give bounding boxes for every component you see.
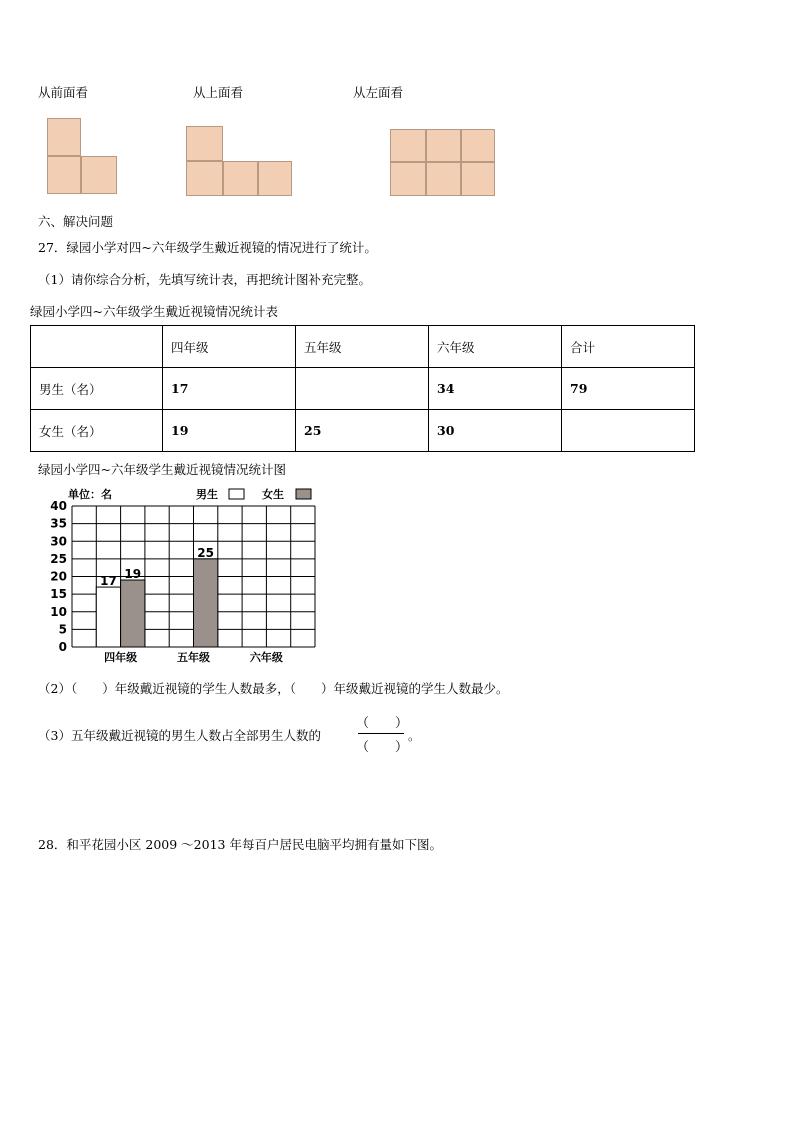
y-tick-label: 25 — [50, 551, 67, 566]
section-heading: 六、解决问题 — [38, 214, 114, 229]
question-27-part3: （3）五年级戴近视镜的男生人数占全部男生人数的 — [38, 728, 321, 743]
fraction-bar — [358, 733, 404, 734]
boys-bar — [96, 587, 120, 647]
bar-chart — [30, 484, 330, 666]
legend-girls-swatch — [296, 489, 311, 499]
fraction-numerator: （ ） — [356, 716, 409, 731]
table-cell: 34 — [429, 368, 562, 410]
girls-bar — [121, 580, 145, 647]
table-header-cell — [31, 326, 163, 368]
table-header-row — [31, 326, 695, 368]
statistics-table — [30, 325, 695, 452]
unit-label: 单位：名 — [68, 488, 112, 501]
table-cell: 19 — [163, 410, 296, 452]
y-tick-label: 15 — [50, 587, 67, 602]
question-28-text: 28．和平花园小区 2009 ～2013 年每百户居民电脑平均拥有量如下图。 — [38, 837, 442, 852]
table-cell-blank[interactable] — [562, 410, 695, 452]
front-view-label: 从前面看 — [38, 85, 89, 100]
y-tick-label: 0 — [58, 640, 67, 654]
table-row — [31, 368, 695, 410]
table-header-cell: 合计 — [562, 326, 695, 368]
part3-end-mark: 。 — [408, 728, 421, 743]
table-header-cell: 四年级 — [163, 326, 296, 368]
question-27-part1: （1）请你综合分析，先填写统计表，再把统计图补充完整。 — [38, 272, 371, 287]
table-row — [31, 410, 695, 452]
y-tick-label: 20 — [50, 569, 67, 584]
data-label: 17 — [100, 574, 117, 589]
data-label: 19 — [124, 567, 142, 582]
table-header-cell: 六年级 — [429, 326, 562, 368]
x-category-label: 五年级 — [177, 651, 210, 664]
fraction-denominator: （ ） — [356, 740, 409, 755]
chart-title: 绿园小学四~六年级学生戴近视镜情况统计图 — [38, 462, 286, 477]
girls-bar — [194, 559, 218, 647]
legend-girls-label: 女生 — [262, 488, 284, 501]
fraction-blank[interactable] — [356, 712, 409, 755]
table-cell: 79 — [562, 368, 695, 410]
left-view-label: 从左面看 — [353, 85, 404, 100]
top-view-label: 从上面看 — [193, 85, 244, 100]
table-cell: 男生（名） — [31, 368, 163, 410]
y-tick-label: 10 — [50, 604, 67, 619]
top-view-figure — [186, 126, 292, 196]
y-tick-label: 30 — [50, 534, 67, 549]
table-header-cell: 五年级 — [296, 326, 429, 368]
y-tick-label: 5 — [58, 622, 67, 637]
x-category-label: 四年级 — [104, 651, 138, 664]
table-cell: 女生（名） — [31, 410, 163, 452]
y-tick-label: 40 — [50, 499, 67, 513]
front-view-figure — [47, 118, 117, 194]
table-cell-blank[interactable] — [296, 368, 429, 410]
table-title: 绿园小学四~六年级学生戴近视镜情况统计表 — [30, 304, 278, 319]
table-cell: 17 — [163, 368, 296, 410]
table-cell: 30 — [429, 410, 562, 452]
table-cell: 25 — [296, 410, 429, 452]
x-category-label: 六年级 — [249, 651, 283, 664]
data-label: 25 — [197, 545, 215, 560]
question-27-part2: （2）（ ）年级戴近视镜的学生人数最多，（ ）年级戴近视镜的学生人数最少。 — [38, 681, 509, 696]
legend-boys-label: 男生 — [196, 488, 218, 501]
question-27-intro: 27．绿园小学对四~六年级学生戴近视镜的情况进行了统计。 — [38, 240, 377, 255]
legend-boys-swatch — [229, 489, 244, 499]
left-view-figure — [390, 129, 495, 196]
y-tick-label: 35 — [50, 516, 67, 531]
